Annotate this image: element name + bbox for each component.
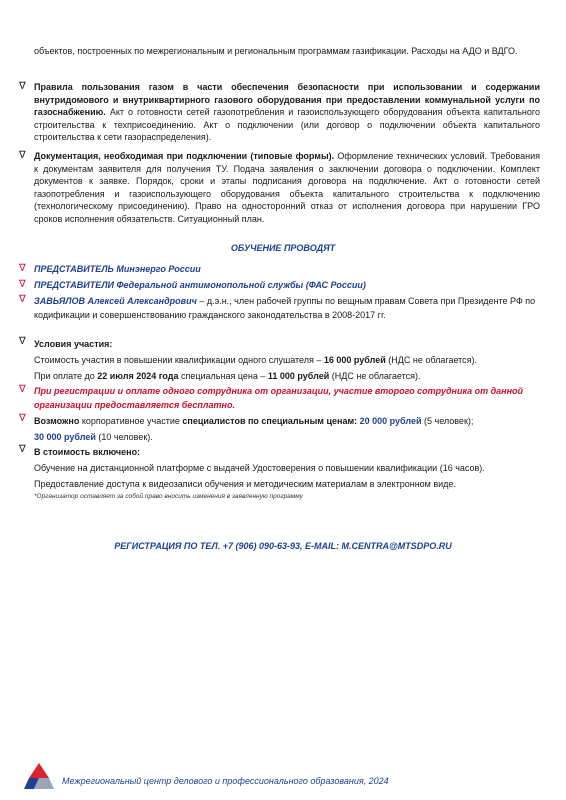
deadline-date: 22 июля 2024 года bbox=[97, 371, 179, 381]
program-item-title: Правила пользования газом в части обеспечения безопасности при использовании и содержании внутридомового и внутриквартирного газового оборудования при предоставлении коммунальной услуги по газоснабжению. bbox=[34, 82, 540, 117]
included-title: В стоимость включено: bbox=[34, 447, 141, 457]
speaker-item bbox=[34, 294, 540, 322]
included-section bbox=[34, 444, 540, 502]
corp-price-5: 20 000 рублей bbox=[359, 416, 422, 426]
speaker-item bbox=[34, 279, 540, 292]
speaker-item bbox=[34, 263, 540, 276]
registration-contact: РЕГИСТРАЦИЯ ПО ТЕЛ. +7 (906) 090-63-93, E-MAIL: M.CENTRA@MTSDPO.RU bbox=[114, 541, 452, 551]
organization-logo-icon bbox=[22, 761, 56, 791]
bullet-marker: ∇ bbox=[19, 413, 26, 424]
bullet-marker: ∇ bbox=[19, 81, 26, 92]
special-price-value: 11 000 рублей bbox=[267, 371, 330, 381]
corp-price-10: 30 000 рублей bbox=[34, 432, 96, 442]
program-item-title: Документация, необходимая при подключении (типовые формы). bbox=[34, 151, 335, 161]
bullet-marker: ∇ bbox=[19, 294, 26, 305]
program-item-documentation bbox=[34, 150, 540, 225]
bullet-marker: ∇ bbox=[19, 263, 26, 274]
bullet-marker: ∇ bbox=[19, 384, 26, 395]
training-title: ОБУЧЕНИЕ ПРОВОДЯТ bbox=[230, 243, 336, 253]
bullet-marker: ∇ bbox=[19, 279, 26, 290]
speaker-text: ПРЕДСТАВИТЕЛИ Федеральной антимонопольной службы (ФАС России) bbox=[34, 280, 366, 290]
special-price-line: При оплате до 22 июля 2024 года специальная цена – 11 000 рублей (НДС не облагается). bbox=[34, 371, 421, 381]
bullet-marker: ∇ bbox=[19, 444, 26, 455]
program-item-text: Акт о готовности сетей газопотребления и газоиспользующего оборудования объекта капитального строительства к техприсоединению. Акт о подключении (или договор о подключении объекта капитального строительства к сети газораспределения). bbox=[34, 107, 540, 142]
continuation-text: объектов, построенных по межрегиональным и региональным программам газификации. Расходы на АДО и ВДГО. bbox=[34, 46, 518, 56]
included-item: Обучение на дистанционной платформе с выдачей Удостоверения о повышении квалификации (16 часов). bbox=[34, 463, 485, 473]
speaker-text: ПРЕДСТАВИТЕЛЬ Минэнерго России bbox=[34, 264, 201, 274]
bullet-marker: ∇ bbox=[19, 336, 26, 347]
speaker-text: – д.э.н., член рабочей группы по вещным правам Совета при Президенте РФ по кодификации и совершенствованию гражданского законодательства в 2008-2017 гг. bbox=[34, 296, 536, 320]
promo-text: При регистрации и оплате одного сотрудника от организации, участие второго сотрудника от данной организации предоставляется бесплатно. bbox=[34, 386, 524, 410]
program-item-text: Оформление технических условий. Требования к документам заявителя для получения ТУ. Подача заявления о заключении договора о подключении. Комплект документов к заявке. Порядок, сроки и этапы подписания договора на подключение. Акт о готовности сетей газопотребления и газоиспользующего оборудования объекта капитального строительства к подключению (технологическому присоединению). Право на односторонний отказ от исполнения договора при нарушении ГРО сроков исполнения обязательств. Ситуационный план. bbox=[34, 151, 540, 224]
included-item: Предоставление доступа к видеозаписи обучения и методическим материалам в электронном виде. bbox=[34, 479, 456, 489]
footer-text: Межрегиональный центр делового и профессионального образования, 2024 bbox=[62, 776, 389, 786]
speaker-name: ЗАВЬЯЛОВ Алексей Александрович bbox=[34, 296, 197, 306]
corporate-offer: Возможно корпоративное участие специалистов по специальным ценам: 20 000 рублей (5 человек); 30 000 рублей (10 человек). bbox=[34, 416, 474, 442]
conditions-title: Условия участия: bbox=[34, 339, 113, 349]
conditions-section bbox=[34, 336, 540, 384]
program-item-gas-rules bbox=[34, 81, 540, 144]
organizer-note: *Организатор оставляет за собой право вносить изменения в заявленную программу bbox=[34, 493, 303, 500]
price-value: 16 000 рублей bbox=[323, 355, 386, 365]
price-line: Стоимость участия в повышении квалификации одного слушателя – 16 000 рублей (НДС не облагается). bbox=[34, 355, 478, 365]
bullet-marker: ∇ bbox=[19, 150, 26, 161]
